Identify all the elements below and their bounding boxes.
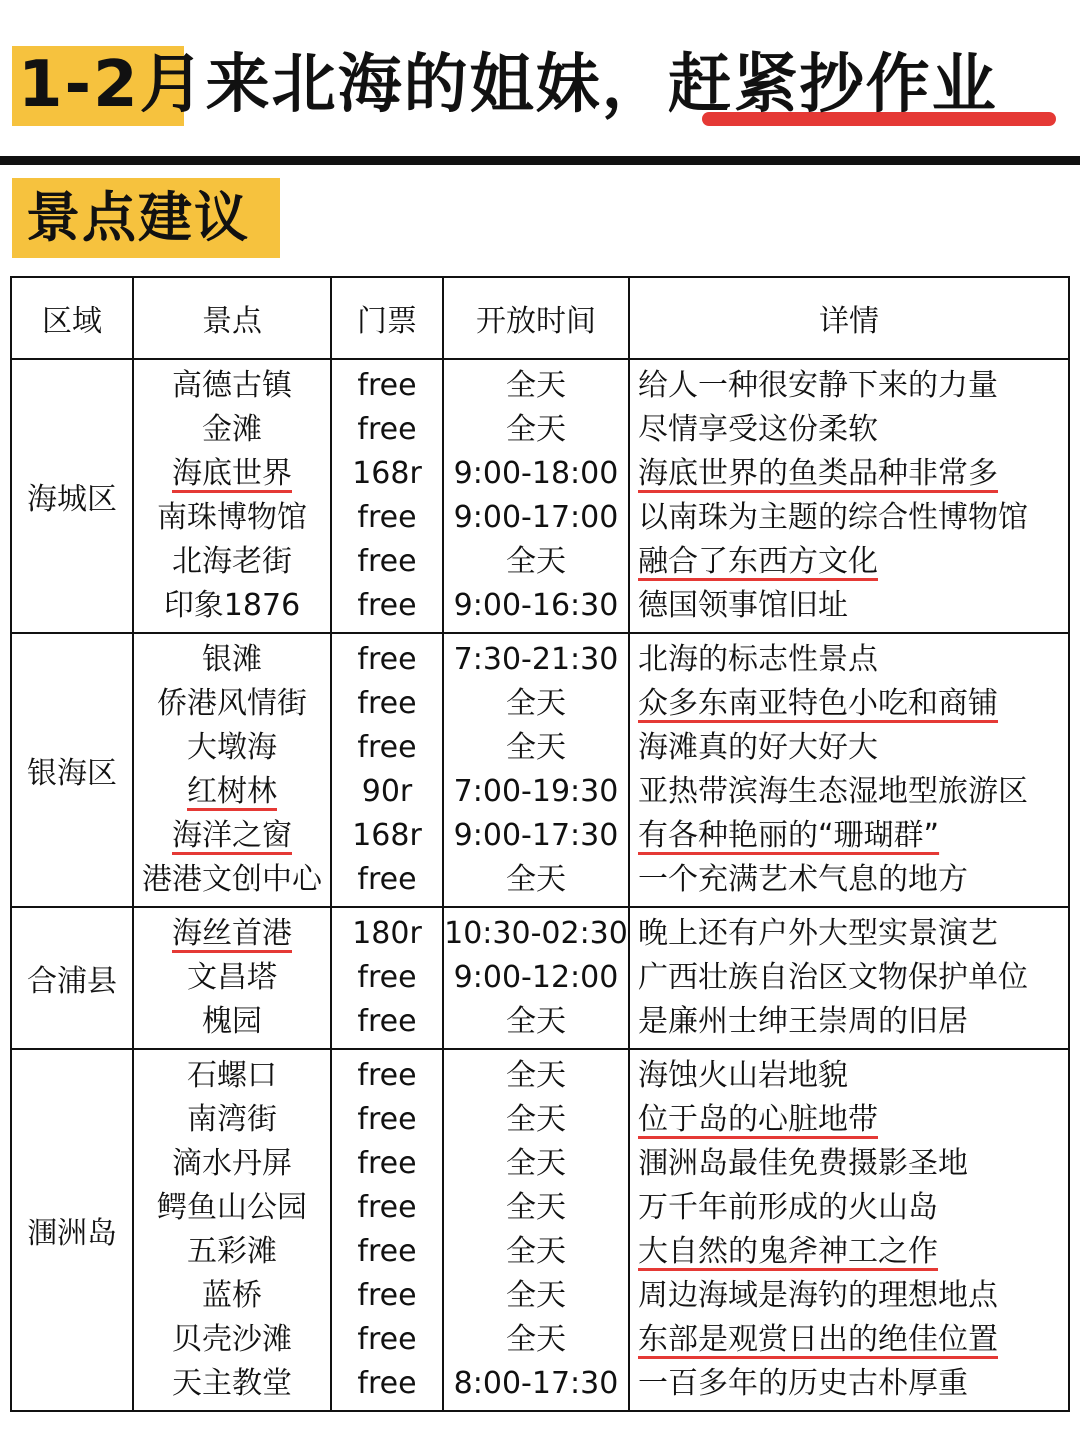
spot-name: 天主教堂 [172,1366,292,1401]
open-hours: 全天 [506,1102,566,1137]
table-line [134,1230,330,1274]
table-line [444,858,628,902]
table-body [11,359,1069,1411]
region-cell: 涠洲岛 [11,1049,133,1411]
open-hours: 7:30-21:30 [453,642,619,677]
table-line [630,1362,1068,1406]
detail-text: 位于岛的心脏地带 [638,1102,878,1137]
open-hours: 10:30-02:30 [444,916,628,951]
table-line [444,1098,628,1142]
ticket-price: free [357,1058,417,1093]
table-line [630,858,1068,902]
table-line [332,584,442,628]
table-line [332,814,442,858]
title-highlight-text: 1-2月 [18,48,206,122]
open-hours: 全天 [506,1190,566,1225]
ticket-price: free [357,1278,417,1313]
spot-name: 港港文创中心 [142,862,322,897]
table-line [444,408,628,452]
region-group-row [11,1049,1069,1411]
table-line [134,1000,330,1044]
table-line [630,956,1068,1000]
table-line [444,452,628,496]
table-line [444,364,628,408]
spot-name: 北海老街 [172,544,292,579]
table-line [332,956,442,1000]
open-hours: 7:00-19:30 [453,774,619,809]
table-line [332,770,442,814]
open-hours: 全天 [506,1234,566,1269]
table-line [332,364,442,408]
detail-text: 海滩真的好大好大 [638,730,878,765]
time-cell [443,633,629,907]
open-hours: 9:00-12:00 [453,960,619,995]
spot-cell [133,907,331,1049]
spot-name: 大墩海 [187,730,277,765]
detail-text: 东部是观赏日出的绝佳位置 [638,1322,998,1357]
detail-text: 亚热带滨海生态湿地型旅游区 [638,774,1028,809]
table-line [134,1142,330,1186]
table-line [134,638,330,682]
table-line [444,682,628,726]
detail-text: 晚上还有户外大型实景演艺 [638,916,998,951]
table-line [332,1362,442,1406]
table-line [444,1274,628,1318]
table-line [332,452,442,496]
spot-cell [133,633,331,907]
table-header-row [11,277,1069,359]
table-line [630,912,1068,956]
spot-name: 贝壳沙滩 [172,1322,292,1357]
open-hours: 9:00-17:30 [453,818,619,853]
ticket-price: free [357,862,417,897]
detail-cell [629,359,1069,633]
ticket-price: free [357,412,417,447]
detail-text: 德国领事馆旧址 [638,588,848,623]
ticket-cell [331,633,443,907]
table-line [134,770,330,814]
table-line [332,912,442,956]
detail-text: 万千年前形成的火山岛 [638,1190,938,1225]
table-line [444,1362,628,1406]
ticket-price: 168r [352,456,422,491]
ticket-price: free [357,1190,417,1225]
table-line [134,408,330,452]
detail-text: 海蚀火山岩地貌 [638,1058,848,1093]
table-line [444,814,628,858]
table-line [444,1186,628,1230]
detail-text: 一百多年的历史古朴厚重 [638,1366,968,1401]
open-hours: 9:00-18:00 [453,456,619,491]
table-line [134,682,330,726]
detail-text: 周边海域是海钓的理想地点 [638,1278,998,1313]
table-line [444,638,628,682]
title-emphasis-text: 赶紧抄作业 [667,48,998,122]
table-line [630,364,1068,408]
table-line [444,1230,628,1274]
spot-cell [133,359,331,633]
spot-name: 侨港风情街 [157,686,307,721]
spot-name: 高德古镇 [172,368,292,403]
ticket-price: free [357,1146,417,1181]
spot-cell [133,1049,331,1411]
spot-name: 五彩滩 [187,1234,277,1269]
ticket-price: free [357,368,417,403]
table-line [444,496,628,540]
ticket-price: free [357,1004,417,1039]
spot-name: 蓝桥 [202,1278,262,1313]
ticket-price: free [357,588,417,623]
ticket-price: free [357,500,417,535]
detail-text: 是廉州士绅王崇周的旧居 [638,1004,968,1039]
open-hours: 全天 [506,862,566,897]
table-line [630,1186,1068,1230]
spot-name: 鳄鱼山公园 [157,1190,307,1225]
open-hours: 全天 [506,368,566,403]
table-line [134,912,330,956]
table-line [332,1142,442,1186]
detail-cell [629,633,1069,907]
ticket-price: free [357,730,417,765]
ticket-cell [331,907,443,1049]
table-line [630,408,1068,452]
region-group-row [11,907,1069,1049]
open-hours: 全天 [506,1058,566,1093]
table-line [332,858,442,902]
spot-name: 印象1876 [163,588,301,623]
table-line [630,584,1068,628]
spot-name: 海洋之窗 [172,818,292,853]
table-line [630,1000,1068,1044]
table-line [134,1362,330,1406]
time-cell [443,1049,629,1411]
ticket-price: 168r [352,818,422,853]
detail-text: 海底世界的鱼类品种非常多 [638,456,998,491]
table-line [332,682,442,726]
table-line [444,1054,628,1098]
table-line [630,452,1068,496]
ticket-price: 90r [361,774,413,809]
ticket-price: free [357,960,417,995]
detail-cell [629,1049,1069,1411]
table-line [630,1274,1068,1318]
spot-name: 金滩 [202,412,262,447]
open-hours: 全天 [506,1322,566,1357]
region-cell: 银海区 [11,633,133,907]
spot-name: 南湾街 [187,1102,277,1137]
ticket-price: free [357,1366,417,1401]
section-heading: 景点建议 [26,186,250,249]
table-line [630,770,1068,814]
header-ticket: 门票 [331,277,443,359]
table-line [332,1230,442,1274]
table-line [444,584,628,628]
open-hours: 9:00-16:30 [453,588,619,623]
table-line [630,1054,1068,1098]
open-hours: 全天 [506,544,566,579]
ticket-cell [331,359,443,633]
spot-name: 红树林 [187,774,277,809]
table-line [134,1098,330,1142]
spot-name: 文昌塔 [187,960,277,995]
table-line [444,540,628,584]
region-cell: 海城区 [11,359,133,633]
header-spot: 景点 [133,277,331,359]
table-line [630,1230,1068,1274]
table-line [630,726,1068,770]
detail-text: 融合了东西方文化 [638,544,878,579]
ticket-price: free [357,642,417,677]
spot-name: 石螺口 [187,1058,277,1093]
ticket-cell [331,1049,443,1411]
table-line [134,1186,330,1230]
region-group-row [11,359,1069,633]
ticket-price: 180r [352,916,422,951]
table-line [630,638,1068,682]
table-line [630,1318,1068,1362]
detail-text: 广西壮族自治区文物保护单位 [638,960,1028,995]
ticket-price: free [357,544,417,579]
detail-text: 有各种艳丽的“珊瑚群” [638,818,940,853]
spot-name: 南珠博物馆 [157,500,307,535]
title-divider [0,156,1080,165]
open-hours: 全天 [506,1004,566,1039]
detail-text: 大自然的鬼斧神工之作 [638,1234,938,1269]
detail-cell [629,907,1069,1049]
detail-text: 涠洲岛最佳免费摄影圣地 [638,1146,968,1181]
table-line [332,726,442,770]
table-line [134,1274,330,1318]
table-line [134,540,330,584]
table-line [134,1318,330,1362]
region-cell: 合浦县 [11,907,133,1049]
header-region: 区域 [11,277,133,359]
table-line [332,638,442,682]
spot-name: 槐园 [202,1004,262,1039]
table-line [134,1054,330,1098]
table-line [332,496,442,540]
spot-name: 海底世界 [172,456,292,491]
table-line [332,1000,442,1044]
open-hours: 9:00-17:00 [453,500,619,535]
ticket-price: free [357,686,417,721]
table-line [134,956,330,1000]
ticket-price: free [357,1234,417,1269]
table-line [444,1318,628,1362]
time-cell [443,359,629,633]
table-line [630,496,1068,540]
time-cell [443,907,629,1049]
detail-text: 北海的标志性景点 [638,642,878,677]
table-line [134,452,330,496]
table-line [134,496,330,540]
table-line [332,1186,442,1230]
table-line [630,1142,1068,1186]
region-group-row [11,633,1069,907]
table-line [630,1098,1068,1142]
open-hours: 全天 [506,730,566,765]
detail-text: 一个充满艺术气息的地方 [638,862,968,897]
table-line [134,858,330,902]
detail-text: 众多东南亚特色小吃和商铺 [638,686,998,721]
table-line [630,540,1068,584]
ticket-price: free [357,1102,417,1137]
open-hours: 全天 [506,686,566,721]
table-line [444,1000,628,1044]
table-line [630,682,1068,726]
ticket-price: free [357,1322,417,1357]
spot-name: 滴水丹屏 [172,1146,292,1181]
open-hours: 全天 [506,412,566,447]
spot-name: 海丝首港 [172,916,292,951]
table-line [134,726,330,770]
open-hours: 全天 [506,1278,566,1313]
detail-text: 以南珠为主题的综合性博物馆 [638,500,1028,535]
open-hours: 全天 [506,1146,566,1181]
header-hours: 开放时间 [443,277,629,359]
open-hours: 8:00-17:30 [453,1366,619,1401]
table-line [332,1318,442,1362]
table-line [332,540,442,584]
table-line [444,1142,628,1186]
table-line [630,814,1068,858]
table-line [332,1098,442,1142]
table-line [134,814,330,858]
title-middle-text: 来北海的姐妹， [205,48,668,122]
table-line [444,770,628,814]
table-line [134,584,330,628]
table-line [332,1274,442,1318]
table-line [332,1054,442,1098]
table-line [444,956,628,1000]
table-line [134,364,330,408]
detail-text: 给人一种很安静下来的力量 [638,368,998,403]
page-title [12,40,1072,130]
table-line [444,726,628,770]
table-line [444,912,628,956]
spot-name: 银滩 [202,642,262,677]
attractions-table [10,276,1070,1412]
detail-text: 尽情享受这份柔软 [638,412,878,447]
header-detail: 详情 [629,277,1069,359]
table-line [332,408,442,452]
